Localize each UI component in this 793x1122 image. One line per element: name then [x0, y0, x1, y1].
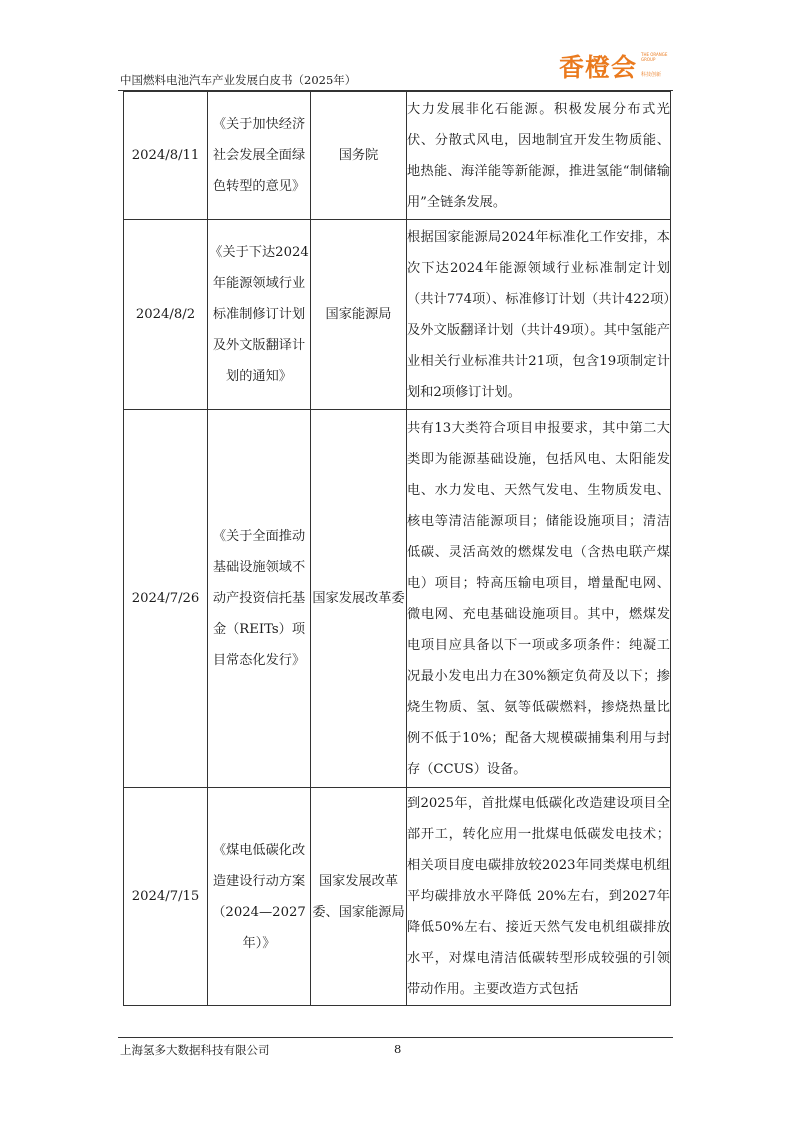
logo-text: 香橙会	[559, 53, 638, 82]
content-cell: 共有13大类符合项目申报要求，其中第二大类即为能源基础设施，包括风电、太阳能发电、水力发电、天然气发电、生物质发电、核电等清洁能源项目；储能设施项目；清洁低碳、灵活高效的燃煤发电（含热电联产煤电）项目；特高压输电项目，增量配电网、微电网、充电基础设施项目。其中，燃煤发电项目应具备以下一项或多项条件：纯凝工况最小发电出力在30%额定负荷及以下；掺烧生物质、氢、氨等低碳燃料，掺烧热量比例不低于10%；配备大规模碳捕集利用与封存（CCUS）设备。	[407, 410, 671, 788]
policy-table	[123, 91, 671, 1006]
page-number: 8	[394, 1042, 402, 1056]
table-row	[124, 410, 671, 788]
footer-divider	[118, 1037, 673, 1038]
issuer-cell: 国家发展改革委	[311, 410, 407, 788]
content-cell: 到2025年，首批煤电低碳化改造建设项目全部开工，转化应用一批煤电低碳发电技术；相关项目度电碳排放较2023年同类煤电机组平均碳排放水平降低 20%左右，到2027年降低50%左右、接近天然气发电机组碳排放水平，对煤电清洁低碳转型形成较强的引领带动作用。主要改造方式包括	[407, 788, 671, 1006]
document-cell: 《关于下达2024年能源领域行业标准制修订计划及外文版翻译计划的通知》	[208, 220, 311, 410]
table-row	[124, 788, 671, 1006]
date-cell: 2024/7/15	[124, 788, 208, 1006]
document-cell: 《关于全面推动基础设施领域不动产投资信托基金（REITs）项目常态化发行》	[208, 410, 311, 788]
logo-sub-text: 科技创新	[641, 72, 662, 78]
content-cell: 根据国家能源局2024年标准化工作安排，本次下达2024年能源领域行业标准制定计划（共计774项）、标准修订计划（共计422项）及外文版翻译计划（共计49项）。其中氢能产业相关行业标准共计21项，包含19项制定计划和2项修订计划。	[407, 220, 671, 410]
footer-company: 上海氢多大数据科技有限公司	[120, 1043, 270, 1057]
document-cell: 《煤电低碳化改造建设行动方案（2024—2027年）》	[208, 788, 311, 1006]
company-logo	[559, 48, 677, 86]
issuer-cell: 国家能源局	[311, 220, 407, 410]
issuer-cell: 国务院	[311, 92, 407, 220]
table-row	[124, 92, 671, 220]
header-title: 中国燃料电池汽车产业发展白皮书（2025年）	[120, 73, 357, 87]
table-row	[124, 220, 671, 410]
issuer-cell: 国家发展改革委、国家能源局	[311, 788, 407, 1006]
logo-en-text: THE ORANGE GROUP	[641, 52, 668, 62]
document-cell: 《关于加快经济社会发展全面绿色转型的意见》	[208, 92, 311, 220]
content-cell: 大力发展非化石能源。积极发展分布式光伏、分散式风电，因地制宜开发生物质能、地热能、海洋能等新能源，推进氢能“制储输用”全链条发展。	[407, 92, 671, 220]
date-cell: 2024/8/2	[124, 220, 208, 410]
date-cell: 2024/8/11	[124, 92, 208, 220]
page-header	[118, 40, 673, 91]
date-cell: 2024/7/26	[124, 410, 208, 788]
